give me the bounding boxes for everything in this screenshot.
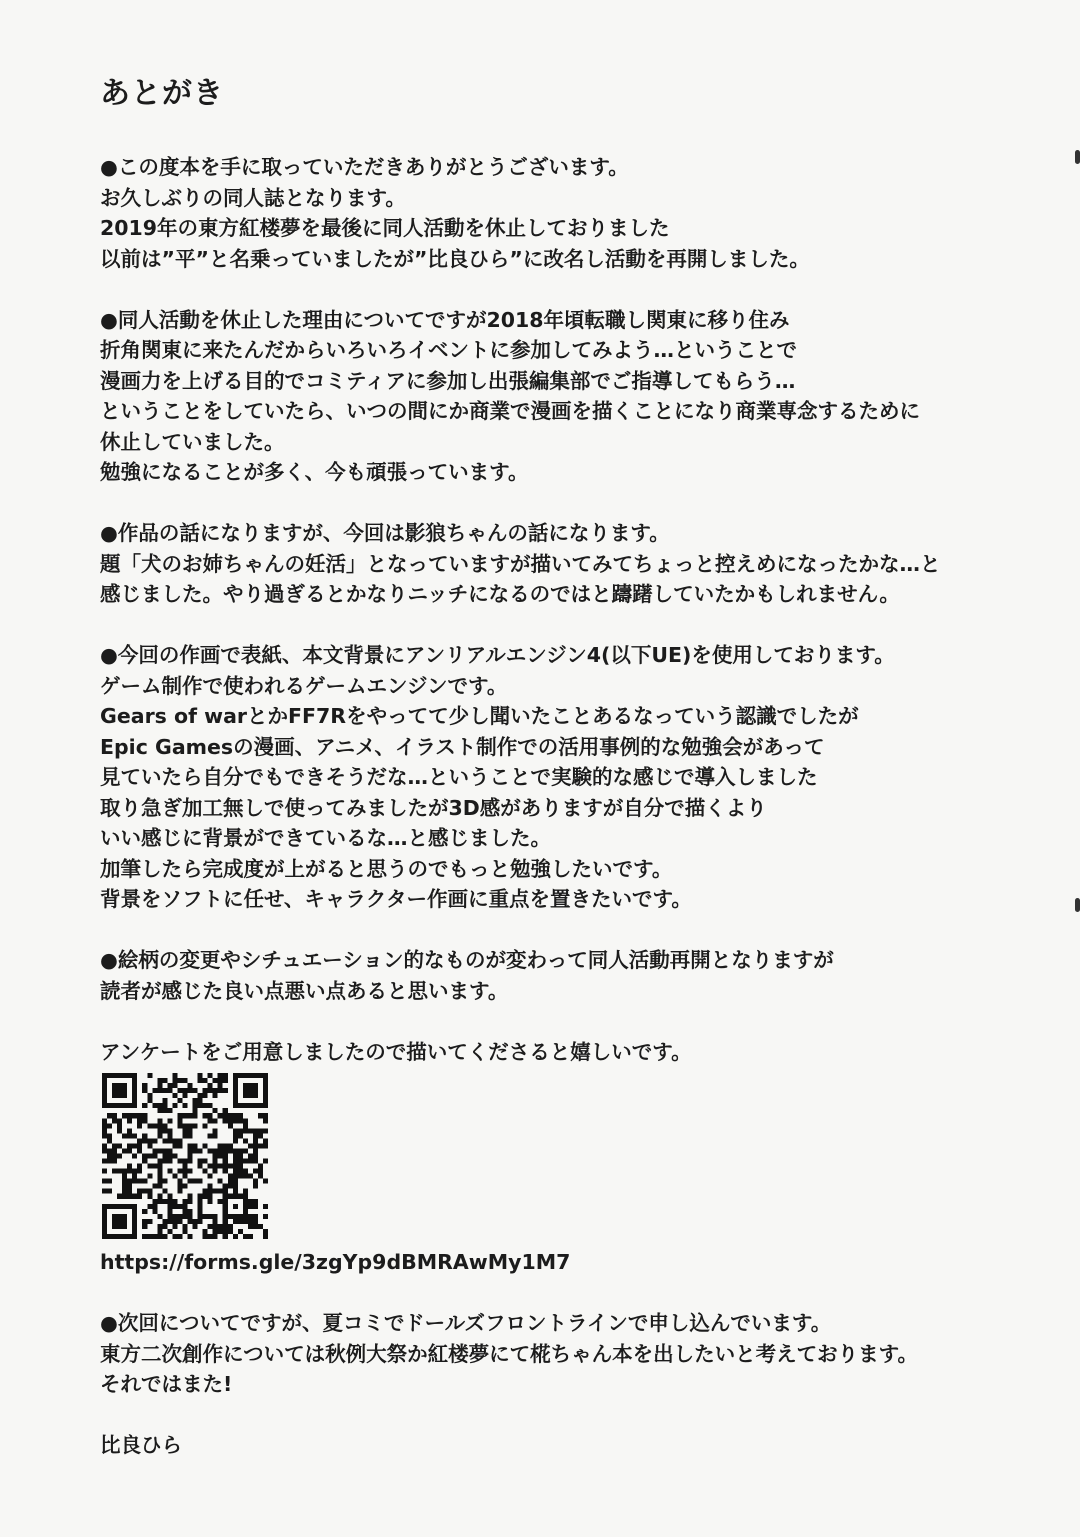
text-line: それではまた! xyxy=(100,1372,233,1396)
paragraph-next xyxy=(100,1308,1060,1400)
text-line: 取り急ぎ加工無しで使ってみましたが3D感がありますが自分で描くより xyxy=(100,795,767,820)
text-line: ●作品の話になりますが、今回は影狼ちゃんの話になります。 xyxy=(100,521,670,545)
text-line: 東方二次創作については秋例大祭か紅楼夢にて椛ちゃん本を出したいと考えております。 xyxy=(100,1341,918,1366)
qr-code-icon[interactable] xyxy=(102,1073,268,1239)
text-line: 2019年の東方紅楼夢を最後に同人活動を休止しておりました xyxy=(100,216,670,240)
text-line: ということをしていたら、いつの間にか商業で漫画を描くことになり商業専念するために xyxy=(100,399,920,423)
text-line: Epic Gamesの漫画、アニメ、イラスト制作での活用事例的な勉強会があって xyxy=(100,734,825,759)
text-line: 加筆したら完成度が上がると思うのでもっと勉強したいです。 xyxy=(100,856,673,881)
text-line: お久しぶりの同人誌となります。 xyxy=(100,185,406,210)
text-line: ●絵柄の変更やシチュエーション的なものが変わって同人活動再開となりますが xyxy=(100,948,834,972)
text-line: ●次回についてですが、夏コミでドールズフロントラインで申し込んでいます。 xyxy=(100,1311,832,1335)
qr-code-graphic xyxy=(102,1073,268,1239)
paragraph-thanks xyxy=(100,152,1060,274)
text-line: 感じました。やり過ぎるとかなりニッチになるのではと躊躇していたかもしれません。 xyxy=(100,582,900,606)
scan-edge-mark xyxy=(1075,150,1080,164)
paragraph-unreal-engine xyxy=(100,640,1060,915)
text-line: 勉強になることが多く、今も頑張っています。 xyxy=(100,460,529,484)
text-line: ●同人活動を休止した理由についてですが2018年頃転職し関東に移り住み xyxy=(100,307,790,332)
text-line: 背景をソフトに任せ、キャラクター作画に重点を置きたいです。 xyxy=(100,887,692,911)
scan-edge-mark xyxy=(1075,898,1080,912)
survey-link[interactable]: https://forms.gle/3zgYp9dBMRAwMy1M7 xyxy=(100,1250,571,1274)
text-line: ●この度本を手に取っていただきありがとうございます。 xyxy=(100,155,629,179)
page-title: あとがき xyxy=(100,76,224,111)
text-line: いい感じに背景ができているな…と感じました。 xyxy=(100,826,551,850)
paragraph-style-change xyxy=(100,945,1060,1006)
author-signature: 比良ひら xyxy=(100,1433,182,1457)
text-line: ゲーム制作で使われるゲームエンジンです。 xyxy=(100,673,508,698)
text-line: 折角関東に来たんだからいろいろイベントに参加してみよう…ということで xyxy=(100,338,797,362)
text-line: 漫画力を上げる目的でコミティアに参加し出張編集部でご指導してもらう… xyxy=(100,368,796,393)
text-line: 以前は”平”と名乗っていましたが”比良ひら”に改名し活動を再開しました。 xyxy=(100,246,810,271)
text-line: 見ていたら自分でもできそうだな…ということで実験的な感じで導入しました xyxy=(100,765,818,789)
text-line: 休止していました。 xyxy=(100,429,285,454)
text-line: 題「犬のお姉ちゃんの妊活」となっていますが描いてみてちょっと控えめになったかな…と xyxy=(100,551,941,576)
paragraph-hiatus xyxy=(100,305,1060,488)
paragraph-work xyxy=(100,518,1060,610)
survey-text: アンケートをご用意しましたので描いてくださると嬉しいです。 xyxy=(100,1039,692,1064)
text-line: ●今回の作画で表紙、本文背景にアンリアルエンジン4(以下UE)を使用しております。 xyxy=(100,643,895,667)
text-line: 読者が感じた良い点悪い点あると思います。 xyxy=(100,978,509,1003)
text-line: Gears of warとかFF7Rをやってて少し聞いたことあるなっていう認識でしたが xyxy=(100,704,859,728)
afterword-body xyxy=(100,152,1060,1461)
